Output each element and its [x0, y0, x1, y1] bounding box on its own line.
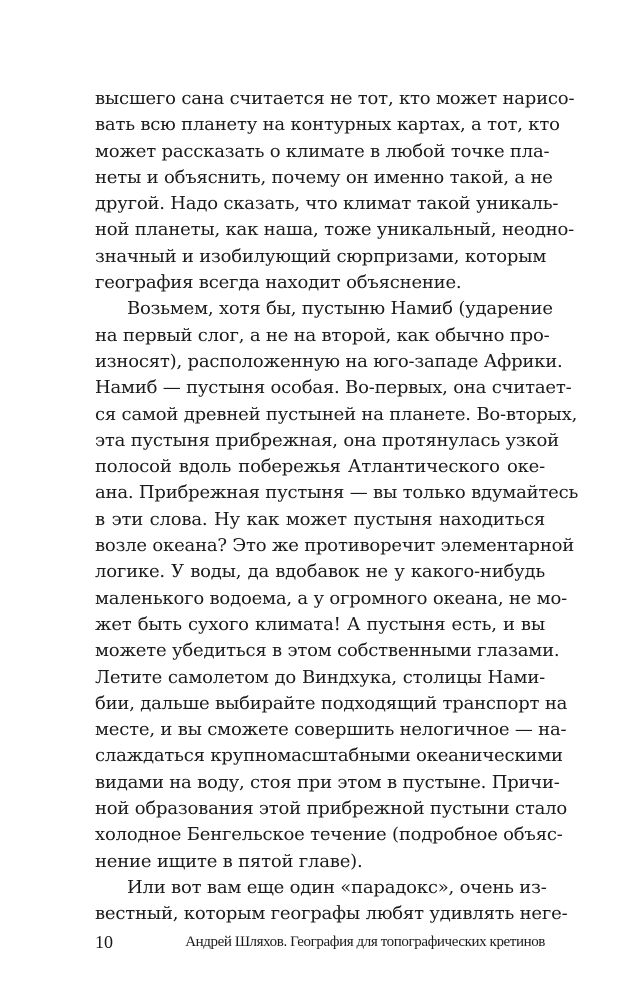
body-text [95, 86, 579, 928]
text-line: можете убедиться в этом собственными глазами. [95, 640, 560, 662]
text-line: на первый слог, а не на второй, как обычно про- [95, 324, 550, 346]
paragraph-1 [95, 86, 575, 296]
text-line: маленького водоема, а у огромного океана, не мо- [95, 587, 567, 609]
paragraph-2 [95, 296, 579, 875]
text-line: другой. Надо сказать, что климат такой уникаль- [95, 193, 559, 215]
text-line: вестный, которым географы любят удивлять неге- [95, 903, 568, 925]
text-line: в эти слова. Ну как может пустыня находиться [95, 508, 545, 530]
text-line: холодное Бенгельское течение (подробное объяс- [95, 824, 563, 846]
text-line: Летите самолетом до Виндхука, столицы Нами- [95, 666, 545, 688]
paragraph-3 [95, 875, 568, 928]
text-line: бии, дальше выбирайте подходящий транспорт на [95, 692, 568, 714]
running-head: Андрей Шляхов. География для топографических кретинов [185, 934, 545, 950]
page-footer [95, 930, 545, 954]
text-line: ана. Прибрежная пустыня — вы только вдумайтесь [95, 482, 579, 504]
text-line: неты и объяснить, почему он именно такой, а не [95, 166, 553, 188]
text-line: география всегда находит объяснение. [95, 272, 462, 294]
text-line: месте, и вы сможете совершить нелогичное — на- [95, 719, 567, 741]
text-line: ной планеты, как наша, тоже уникальный, неодно- [95, 219, 575, 241]
text-line: ся самой древней пустыней на планете. Во-вторых, [95, 403, 578, 425]
text-line: возле океана? Это же противоречит элементарной [95, 535, 575, 557]
page-number: 10 [95, 932, 113, 952]
text-line: эта пустыня прибрежная, она протянулась узкой [95, 429, 559, 451]
text-line: значный и изобилующий сюрпризами, которым [95, 245, 547, 267]
text-line: Или вот вам еще один «парадокс», очень из- [127, 876, 547, 898]
text-line: нение ищите в пятой главе). [95, 850, 363, 872]
text-line: Намиб — пустыня особая. Во-первых, она считает- [95, 377, 572, 399]
text-line: может рассказать о климате в любой точке пла- [95, 140, 550, 162]
text-line: логике. У воды, да вдобавок не у какого-нибудь [95, 561, 545, 583]
text-line: полосой вдоль побережья Атлантического оке- [95, 456, 545, 478]
text-line: износят), расположенную на юго-западе Африки. [95, 350, 563, 372]
text-line: вать всю планету на контурных картах, а тот, кто [95, 114, 560, 136]
text-line: слаждаться крупномасштабными океаническими [95, 745, 563, 767]
text-line: видами на воду, стоя при этом в пустыне. Причи- [95, 771, 560, 793]
text-line: высшего сана считается не тот, кто может нарисо- [95, 88, 575, 109]
text-line: ной образования этой прибрежной пустыни стало [95, 798, 568, 820]
text-line: Возьмем, хотя бы, пустыню Намиб (ударение [127, 298, 553, 320]
text-line: жет быть сухого климата! А пустыня есть, и вы [95, 613, 545, 635]
